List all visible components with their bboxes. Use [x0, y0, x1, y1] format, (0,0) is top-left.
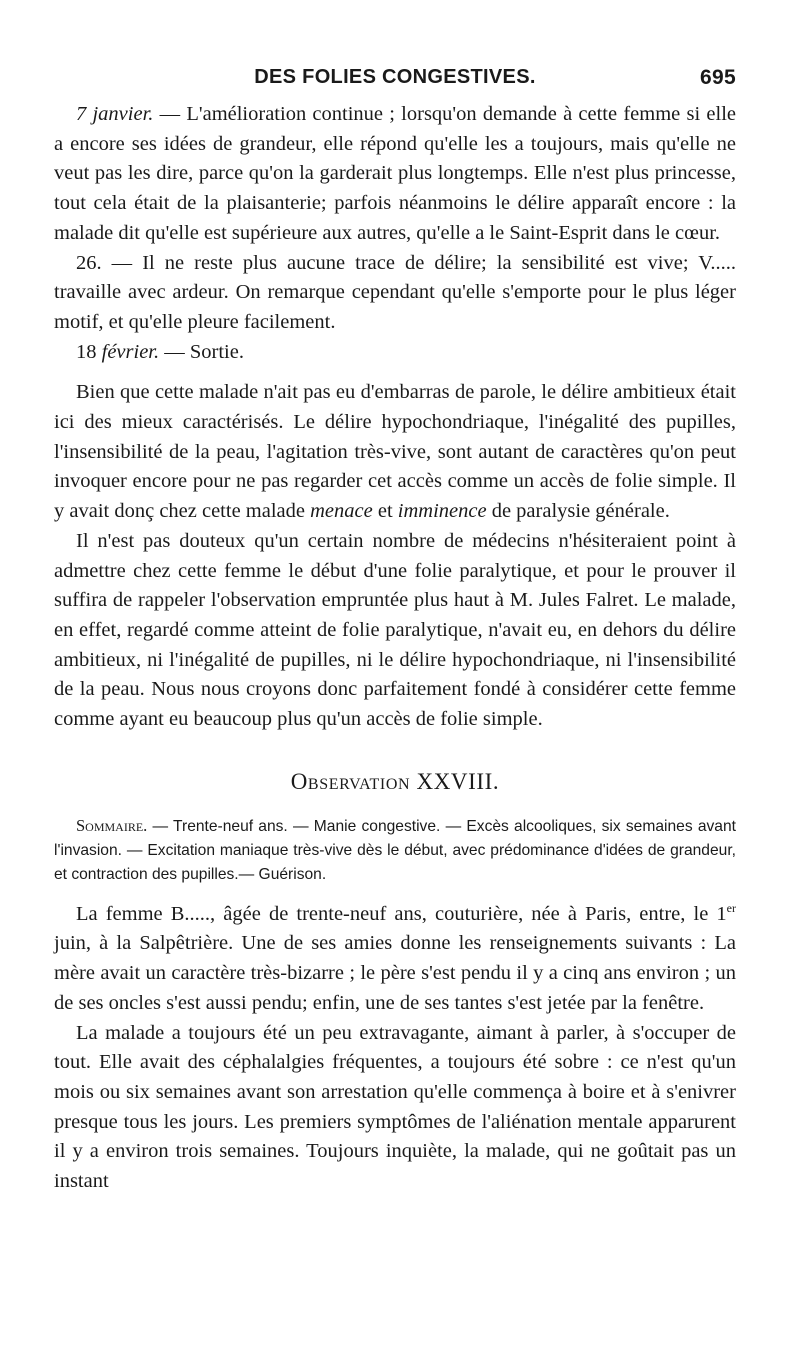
paragraph-text: 26. — Il ne reste plus aucune trace de délire; la sensibilité est vive; V..... travaille avec ardeur. On remarque cependant qu'elle s'emporte pour le plus léger motif, et qu'elle pleure facilement. [54, 251, 736, 333]
summary-label: Sommaire. [76, 815, 148, 835]
paragraph-text: de paralysie générale. [486, 500, 670, 523]
paragraph-text: La malade a toujours été un peu extravagante, aimant à parler, à s'occuper de tout. Elle avait des céphalalgies fréquentes, a toujours été sobre : ce n'est qu'un mois ou six semaines avant son arrestation qu'elle commença à boire et à s'enivrer presque tous les jours. Les premiers symptômes de l'aliénation mentale apparurent il y a environ trois semaines. Toujours inquiète, la malade, qui ne goûtait pas un instant [54, 1021, 736, 1193]
superscript: er [726, 900, 736, 915]
paragraph-text: Il n'est pas douteux qu'un certain nombre de médecins n'hésiteraient point à admettre chez cette femme le début d'une folie paralytique, et pour le prouver il suffira de rappeler l'observation empruntée plus haut à M. Jules Falret. Le malade, en effet, regardé comme atteint de folie paralytique, n'avait eu, en dehors du délire ambitieux, ni l'inégalité de pupilles, ni le délire hypochondriaque, ni l'insensibilité de la peau. Nous nous croyons donc parfaitement fondé à considérer cette femme comme ayant eu beaucoup plus qu'un accès de folie simple. [54, 529, 736, 731]
page-number: 695 [700, 66, 736, 89]
date-label: février. [101, 340, 160, 363]
paragraph-commentary [54, 378, 736, 527]
case-text [54, 900, 736, 1197]
body-text [54, 100, 736, 735]
paragraph-text: Bien que cette malade n'ait pas eu d'embarras de parole, le délire ambitieux était ici des mieux caractérisés. Le délire hypochondriaque, l'inégalité des pupilles, l'insensibilité de la peau, l'agitation très-vive, sont autant de caractères qu'on peut invoquer encore pour ne pas regarder cet accès comme un accès de folie simple. Il y avait donç chez cette malade [54, 381, 736, 523]
emphasis-text: imminence [397, 500, 487, 523]
summary-paragraph [54, 814, 736, 887]
paragraph-18-fevrier [54, 338, 736, 368]
observation-title: Observation XXVIII. [290, 768, 500, 794]
paragraph-case-intro [54, 900, 736, 1019]
running-head [54, 66, 736, 92]
summary-block [54, 814, 736, 887]
paragraph-text: La femme B....., âgée de trente-neuf ans, couturière, née à Paris, entre, le 1 [76, 902, 727, 925]
paragraph-text: — Sortie. [159, 340, 244, 363]
paragraph-case-history [54, 1019, 736, 1197]
paragraph-text: — L'amélioration continue ; lorsqu'on demande à cette femme si elle a encore ses idées de grandeur, elle répond qu'elle les a toujours, mais qu'elle ne veut pas les dire, parce qu'on la garderait plus longtemps. Elle n'est plus princesse, tout cela était de la plaisanterie; parfois néanmoins le délire apparaît encore : la malade dit qu'elle est supérieure aux autres, qu'elle a le Saint-Esprit dans le cœur. [54, 103, 736, 244]
paragraph-discussion [54, 527, 736, 735]
running-title: DES FOLIES CONGESTIVES. [254, 66, 536, 88]
paragraph-26 [54, 249, 736, 338]
date-label: 7 janvier. [76, 103, 154, 125]
paragraph-text: et [372, 500, 398, 523]
emphasis-text: menace [310, 500, 373, 523]
paragraph-text: juin, à la Salpêtrière. Une de ses amies donne les renseignements suivants : La mère avait un caractère très-bizarre ; le père s'est pendu il y a cinq ans environ ; un de ses oncles s'est aussi pendu; enfin, une de ses tantes s'est jetée par la fenêtre. [54, 932, 736, 1014]
date-number: 18 [76, 340, 102, 363]
book-page [54, 66, 736, 1197]
paragraph-7-janvier [54, 100, 736, 249]
summary-text: — Trente-neuf ans. — Manie congestive. — Excès alcooliques, six semaines avant l'invasion. — Excitation maniaque très-vive dès le début, avec prédominance d'idées de grandeur, et contraction des pupilles.— Guérison. [54, 817, 736, 883]
